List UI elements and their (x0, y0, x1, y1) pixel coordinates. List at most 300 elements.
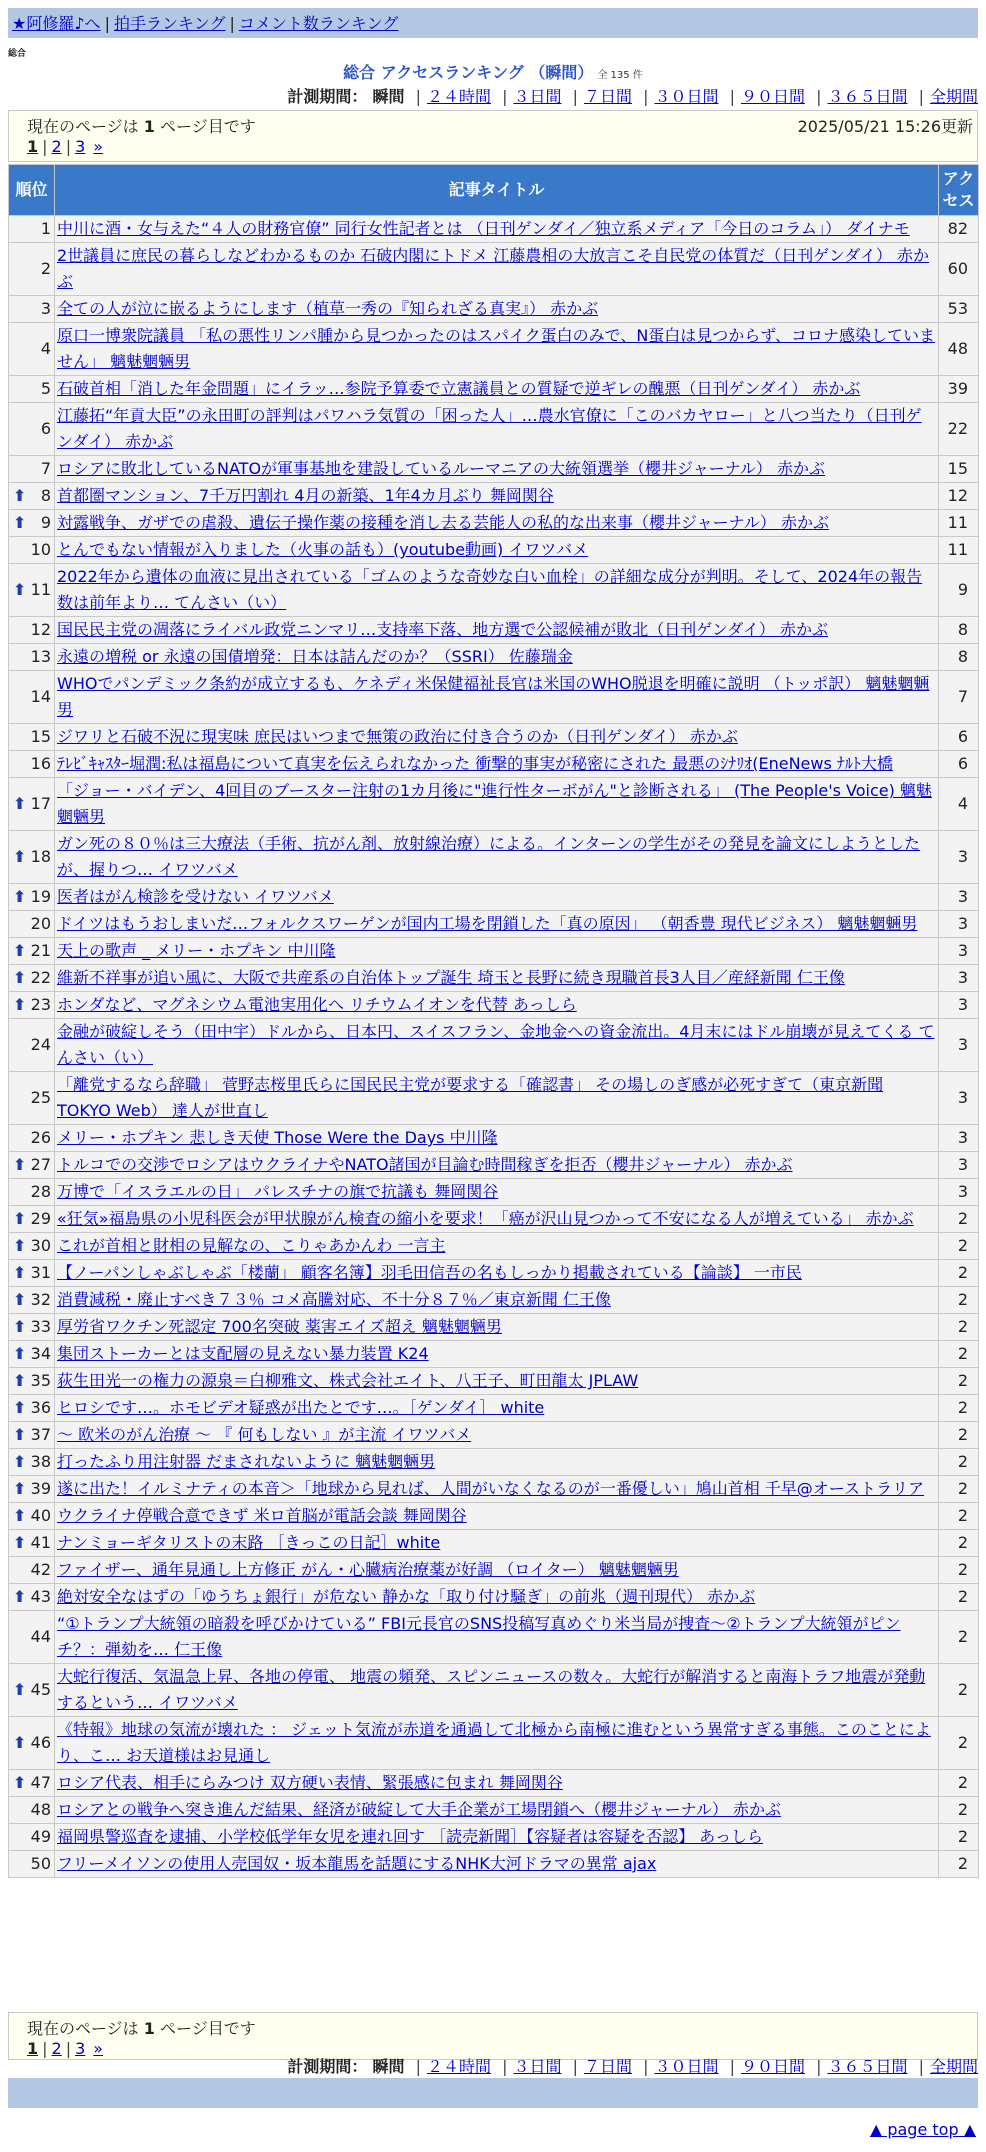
page-title-block (0, 60, 986, 83)
access-count: 3 (939, 884, 979, 911)
rank-cell (9, 1530, 55, 1557)
table-row (9, 1797, 979, 1824)
table-row (9, 1611, 979, 1664)
table-row (9, 456, 979, 483)
access-count: 2 (939, 1797, 979, 1824)
rank-up-arrow-icon: ⬆ (13, 1479, 27, 1498)
access-count: 2 (939, 1260, 979, 1287)
access-count: 2 (939, 1530, 979, 1557)
table-row (9, 778, 979, 831)
period-separator: | (816, 87, 822, 106)
rank-up-arrow-icon: ⬆ (13, 941, 27, 960)
rank-cell (9, 1611, 55, 1664)
article-title-link[interactable]: ロシア代表、相手にらみつけ 双方硬い表情、緊張感に包まれ 舞岡関谷 (57, 1773, 563, 1792)
table-row (9, 884, 979, 911)
rank-number: 40 (30, 1506, 51, 1525)
rank-number: 29 (30, 1209, 51, 1228)
rank-cell (9, 1584, 55, 1611)
rank-cell (9, 671, 55, 724)
header-rank: 順位 (9, 165, 55, 216)
table-row (9, 537, 979, 564)
rank-cell (9, 323, 55, 376)
table-row (9, 376, 979, 403)
table-row (9, 1341, 979, 1368)
rank-cell (9, 1072, 55, 1125)
table-row (9, 831, 979, 884)
access-count: 2 (939, 1233, 979, 1260)
article-title-link[interactable]: 全ての人が泣に嵌るようにします（植草一秀の『知られざる真実』） 赤かぶ (57, 299, 599, 318)
access-count: 39 (939, 376, 979, 403)
title-cell (55, 1395, 939, 1422)
access-count: 22 (939, 403, 979, 456)
article-title-link[interactable]: トルコでの交渉でロシアはウクライナやNATO諸国が目論む時間稼ぎを拒否（櫻井ジャーナル） 赤かぶ (57, 1155, 793, 1174)
article-title-link[interactable]: 荻生田光一の権力の源泉＝白柳雅文、株式会社エイト、八王子、町田龍太 JPLAW (57, 1371, 639, 1390)
rank-cell (9, 1260, 55, 1287)
rank-number: 32 (30, 1290, 51, 1309)
period-link-24h[interactable]: ２４時間 (426, 2057, 491, 2076)
period-link-30d[interactable]: ３０日間 (654, 2057, 719, 2076)
article-title-link[interactable]: 「離党するなら辞職」 菅野志桜里氏らに国民民主党が要求する「確認書」 その場しのぎ感が必死すぎて（東京新聞 TOKYO Web） 達人が世直し (57, 1075, 884, 1120)
access-count: 7 (939, 671, 979, 724)
table-row (9, 296, 979, 323)
nav-link-comment-ranking[interactable]: コメント数ランキング (238, 14, 399, 33)
access-count: 2 (939, 1584, 979, 1611)
article-title-link[interactable]: ナンミョーギタリストの末路 ［きっこの日記］white (57, 1533, 441, 1552)
access-count: 2 (939, 1717, 979, 1770)
rank-number: 11 (30, 580, 51, 599)
rank-number: 20 (30, 914, 51, 933)
ranking-table (8, 164, 979, 1878)
article-title-link[interactable]: 《特報》地球の気流が壊れた ： ジェット気流が赤道を通過して北極から南極に進むという異常すぎる事態。このことにより、こ… お天道様はお見通し (57, 1720, 931, 1765)
rank-cell (9, 564, 55, 617)
table-row (9, 1584, 979, 1611)
access-count: 2 (939, 1770, 979, 1797)
rank-up-arrow-icon: ⬆ (13, 1371, 27, 1390)
period-separator: | (572, 2057, 578, 2076)
title-cell (55, 1368, 939, 1395)
title-cell (55, 1422, 939, 1449)
rank-cell (9, 1851, 55, 1878)
rank-up-arrow-icon: ⬆ (13, 1773, 27, 1792)
period-separator: | (643, 2057, 649, 2076)
rank-number: 36 (30, 1398, 51, 1417)
period-link-7d[interactable]: ７日間 (583, 87, 632, 106)
period-link-7d[interactable]: ７日間 (583, 2057, 632, 2076)
title-cell (55, 831, 939, 884)
table-row (9, 1125, 979, 1152)
access-count: 9 (939, 564, 979, 617)
access-count: 6 (939, 751, 979, 778)
period-selector-bottom (287, 2054, 978, 2077)
period-separator: | (572, 87, 578, 106)
page-indicator (27, 2016, 256, 2039)
period-link-all[interactable]: 全期間 (929, 87, 978, 106)
period-link-30d[interactable]: ３０日間 (654, 87, 719, 106)
access-count: 2 (939, 1287, 979, 1314)
table-row (9, 1770, 979, 1797)
ranking-body (9, 216, 979, 1878)
title-cell (55, 1584, 939, 1611)
access-count: 2 (939, 1341, 979, 1368)
period-selector-top (287, 84, 978, 107)
rank-cell (9, 216, 55, 243)
article-title-link[interactable]: ロシアに敗北しているNATOが軍事基地を建設しているルーマニアの大統領選挙（櫻井ジャーナル） 赤かぶ (57, 459, 826, 478)
period-link-3d[interactable]: ３日間 (513, 2057, 562, 2076)
table-row (9, 483, 979, 510)
access-count: 3 (939, 965, 979, 992)
article-title-link[interactable]: 集団ストーカーとは支配層の見えない暴力装置 K24 (57, 1344, 429, 1363)
period-separator: | (643, 87, 649, 106)
article-title-link[interactable]: 対露戦争、ガザでの虐殺、遺伝子操作薬の接種を消し去る芸能人の私的な出来事（櫻井ジャーナル） 赤かぶ (57, 513, 829, 532)
rank-number: 1 (40, 219, 51, 238)
title-cell (55, 1449, 939, 1476)
rank-cell (9, 510, 55, 537)
article-title-link[interactable]: ウクライナ停戦合意できず 米ロ首脳が電話会談 舞岡関谷 (57, 1506, 467, 1525)
title-cell (55, 216, 939, 243)
page-link-3[interactable]: 3 (75, 137, 86, 156)
table-header-row (9, 165, 979, 216)
page-link-next[interactable]: » (93, 2039, 104, 2058)
rank-number: 44 (30, 1627, 51, 1646)
access-count: 2 (939, 1664, 979, 1717)
access-count: 2 (939, 1395, 979, 1422)
title-cell (55, 1611, 939, 1664)
article-title-link[interactable]: 江藤拓“年貢大臣”の永田町の評判はパワハラ気質の「困った人」…農水官僚に「このバカヤロー」と八つ当たり（日刊ゲンダイ） 赤かぶ (57, 406, 922, 451)
rank-cell (9, 938, 55, 965)
title-cell (55, 938, 939, 965)
article-title-link[interactable]: 金融が破綻しそう（田中宇）ドルから、日本円、スイスフラン、金地金への資金流出。4月末にはドル崩壊が見えてくる てんさい（い） (57, 1022, 935, 1067)
period-separator: | (816, 2057, 822, 2076)
access-count: 11 (939, 510, 979, 537)
title-cell (55, 1314, 939, 1341)
article-title-link[interactable]: 首都圏マンション、7千万円割れ 4月の新築、1年4カ月ぶり 舞岡関谷 (57, 486, 554, 505)
rank-number: 42 (30, 1560, 51, 1579)
article-title-link[interactable]: ホンダなど、マグネシウム電池実用化へ リチウムイオンを代替 あっしら (57, 995, 577, 1014)
article-title-link[interactable]: 消費減税・廃止すべき７３％ コメ高騰対応、不十分８７％／東京新聞 仁王像 (57, 1290, 611, 1309)
rank-cell (9, 1770, 55, 1797)
rank-cell (9, 1449, 55, 1476)
period-current: 瞬間 (372, 87, 405, 106)
article-title-link[interactable]: 福岡県警巡査を逮捕、小学校低学年女児を連れ回す ［読売新聞］【容疑者は容疑を否認】 あっしら (57, 1827, 764, 1846)
rank-cell (9, 778, 55, 831)
article-title-link[interactable]: ～ 欧米のがん治療 ～ 『 何もしない 』が主流 イワツバメ (57, 1425, 472, 1444)
title-cell (55, 403, 939, 456)
period-label: 計測期間： (287, 87, 368, 106)
table-row (9, 1072, 979, 1125)
rank-cell (9, 1824, 55, 1851)
article-title-link[interactable]: 天上の歌声 _ メリー・ホプキン 中川隆 (57, 941, 336, 960)
period-link-365d[interactable]: ３６５日間 (827, 87, 908, 106)
rank-cell (9, 1233, 55, 1260)
access-count: 11 (939, 537, 979, 564)
access-count: 3 (939, 1179, 979, 1206)
article-title-link[interactable]: とんでもない情報が入りました（火事の話も）(youtube動画) イワツバメ (57, 540, 589, 559)
title-cell (55, 671, 939, 724)
top-nav-bar (8, 8, 978, 38)
rank-number: 6 (40, 419, 51, 438)
article-title-link[interactable]: 国民民主党の凋落にライバル政党ニンマリ…支持率下落、地方選で公認候補が敗北（日刊ゲンダイ） 赤かぶ (57, 620, 829, 639)
period-link-90d[interactable]: ９０日間 (740, 2057, 805, 2076)
article-title-link[interactable]: 絶対安全なはずの「ゆうちょ銀行」が危ない 静かな「取り付け騒ぎ」の前兆（週刊現代） 赤かぶ (57, 1587, 756, 1606)
title-cell (55, 537, 939, 564)
page-indicator-suffix: ページ目です (160, 2019, 256, 2038)
rank-up-arrow-icon: ⬆ (13, 1317, 27, 1336)
title-cell (55, 1260, 939, 1287)
rank-cell (9, 1664, 55, 1717)
period-current: 瞬間 (372, 2057, 405, 2076)
rank-cell (9, 1152, 55, 1179)
title-cell (55, 1797, 939, 1824)
article-title-link[interactable]: 遂に出た！イルミナティの本音＞「地球から見れば、人間がいなくなるのが一番優しい」鳩山首相 千早@オーストラリア (57, 1479, 925, 1498)
title-cell (55, 323, 939, 376)
title-cell (55, 1503, 939, 1530)
article-title-link[interactable]: ガン死の８０％は三大療法（手術、抗がん剤、放射線治療）による。インターンの学生がその発見を論文にしようとしたが、握りつ… イワツバメ (57, 834, 921, 879)
rank-number: 23 (30, 995, 51, 1014)
title-cell (55, 1557, 939, 1584)
rank-number: 26 (30, 1128, 51, 1147)
article-title-link[interactable]: 永遠の増税 or 永遠の国債増発：日本は詰んだのか？（SSRI） 佐藤瑞金 (57, 647, 573, 666)
rank-up-arrow-icon: ⬆ (13, 794, 27, 813)
rank-up-arrow-icon: ⬆ (13, 1209, 27, 1228)
access-count: 2 (939, 1206, 979, 1233)
article-title-link[interactable]: “①トランプ大統領の暗殺を呼びかけている” FBI元長官のSNS投稿写真めぐり米当局が捜査～②トランプ大統領がピンチ？：弾劾を… 仁王像 (57, 1614, 901, 1659)
article-title-link[interactable]: これが首相と財相の見解なの、こりゃあかんわ 一言主 (57, 1236, 446, 1255)
access-count: 53 (939, 296, 979, 323)
rank-up-arrow-icon: ⬆ (13, 1425, 27, 1444)
rank-number: 31 (30, 1263, 51, 1282)
title-cell (55, 564, 939, 617)
article-title-link[interactable]: ジワリと石破不況に現実味 庶民はいつまで無策の政治に付き合うのか（日刊ゲンダイ） 赤かぶ (57, 727, 738, 746)
rank-cell (9, 831, 55, 884)
page-title: 総合 アクセスランキング （瞬間） (343, 63, 594, 82)
article-title-link[interactable]: 【ノーパンしゃぶしゃぶ「楼蘭」 顧客名簿】羽毛田信吾の名もしっかり掲載されている【論談】 一市民 (57, 1263, 802, 1282)
title-cell (55, 911, 939, 938)
rank-up-arrow-icon: ⬆ (13, 1452, 27, 1471)
rank-up-arrow-icon: ⬆ (13, 847, 27, 866)
update-timestamp: 2025/05/21 15:26更新 (797, 117, 973, 136)
period-separator: | (729, 87, 735, 106)
nav-link-clap-ranking[interactable]: 拍手ランキング (113, 14, 226, 33)
rank-up-arrow-icon: ⬆ (13, 486, 27, 505)
rank-number: 10 (30, 540, 51, 559)
access-count: 2 (939, 1824, 979, 1851)
title-cell (55, 1851, 939, 1878)
rank-number: 14 (30, 687, 51, 706)
rank-number: 7 (40, 459, 51, 478)
header-title: 記事タイトル (55, 165, 939, 216)
table-row (9, 1287, 979, 1314)
access-count: 82 (939, 216, 979, 243)
title-cell (55, 724, 939, 751)
table-row (9, 1019, 979, 1072)
page-separator: | (42, 2039, 48, 2058)
rank-up-arrow-icon: ⬆ (13, 1733, 27, 1752)
page-link-2[interactable]: 2 (51, 137, 62, 156)
access-count: 2 (939, 1449, 979, 1476)
rank-cell (9, 403, 55, 456)
period-link-365d[interactable]: ３６５日間 (827, 2057, 908, 2076)
rank-up-arrow-icon: ⬆ (13, 1398, 27, 1417)
access-count: 3 (939, 938, 979, 965)
article-title-link[interactable]: 厚労省ワクチン死認定 700名突破 薬害エイズ超え 魑魅魍魎男 (57, 1317, 502, 1336)
title-cell (55, 1717, 939, 1770)
article-title-link[interactable]: 「ジョー・バイデン、4回目のブースター注射の1カ月後に"進行性ターボがん"と診断される」 (The People's Voice) 魑魅魍魎男 (57, 781, 932, 826)
title-cell (55, 1072, 939, 1125)
page-top-link[interactable]: ▲ page top ▲ (869, 2120, 976, 2139)
rank-cell (9, 483, 55, 510)
article-title-link[interactable]: 万博で「イスラエルの日」 パレスチナの旗で抗議も 舞岡関谷 (57, 1182, 499, 1201)
rank-number: 49 (30, 1827, 51, 1846)
rank-cell (9, 456, 55, 483)
access-count: 2 (939, 1476, 979, 1503)
table-row (9, 1503, 979, 1530)
rank-number: 21 (30, 941, 51, 960)
rank-up-arrow-icon: ⬆ (13, 887, 27, 906)
article-title-link[interactable]: 医者はがん検診を受けない イワツバメ (57, 887, 334, 906)
rank-number: 50 (30, 1854, 51, 1873)
article-title-link[interactable]: フリーメイソンの使用人売国奴・坂本龍馬を話題にするNHK大河ドラマの異常 ajax (57, 1854, 657, 1873)
rank-cell (9, 243, 55, 296)
period-link-3d[interactable]: ３日間 (513, 87, 562, 106)
table-row (9, 1530, 979, 1557)
rank-cell (9, 1287, 55, 1314)
period-label: 計測期間： (287, 2057, 368, 2076)
page-indicator-suffix: ページ目です (160, 117, 256, 136)
access-count: 3 (939, 1152, 979, 1179)
title-cell (55, 1476, 939, 1503)
table-row (9, 564, 979, 617)
rank-number: 47 (30, 1773, 51, 1792)
rank-cell (9, 965, 55, 992)
title-cell (55, 1179, 939, 1206)
access-count: 3 (939, 831, 979, 884)
access-count: 2 (939, 1503, 979, 1530)
table-row (9, 403, 979, 456)
access-count: 3 (939, 911, 979, 938)
table-row (9, 992, 979, 1019)
rank-number: 19 (30, 887, 51, 906)
table-row (9, 965, 979, 992)
article-title-link[interactable]: 打ったふり用注射器 だまされないように 魑魅魍魎男 (57, 1452, 436, 1471)
table-row (9, 644, 979, 671)
rank-number: 37 (30, 1425, 51, 1444)
rank-up-arrow-icon: ⬆ (13, 995, 27, 1014)
article-title-link[interactable]: 大蛇行復活、気温急上昇、各地の停電、 地震の頻発、スピンニュースの数々。大蛇行が解消すると南海トラフ地震が発動するという… イワツバメ (57, 1667, 926, 1712)
table-row (9, 1260, 979, 1287)
table-row (9, 1179, 979, 1206)
rank-up-arrow-icon: ⬆ (13, 968, 27, 987)
rank-number: 34 (30, 1344, 51, 1363)
page-link-2[interactable]: 2 (51, 2039, 62, 2058)
article-title-link[interactable]: ファイザー、通年見通し上方修正 がん・心臓病治療薬が好調 （ロイター） 魑魅魍魎男 (57, 1560, 679, 1579)
table-row (9, 1824, 979, 1851)
title-cell (55, 483, 939, 510)
article-title-link[interactable]: 原口一博衆院議員 「私の悪性リンパ腫から見つかったのはスパイク蛋白のみで、N蛋白は見つからず、コロナ感染していません」 魑魅魍魎男 (57, 326, 936, 371)
title-cell (55, 456, 939, 483)
period-link-24h[interactable]: ２４時間 (426, 87, 491, 106)
rank-cell (9, 1341, 55, 1368)
access-count: 3 (939, 992, 979, 1019)
rank-number: 28 (30, 1182, 51, 1201)
article-title-link[interactable]: ロシアとの戦争へ突き進んだ結果、経済が破綻して大手企業が工場閉鎖へ（櫻井ジャーナル） 赤かぶ (57, 1800, 781, 1819)
title-cell (55, 1287, 939, 1314)
title-cell (55, 243, 939, 296)
title-cell (55, 1770, 939, 1797)
title-cell (55, 376, 939, 403)
title-cell (55, 1206, 939, 1233)
rank-up-arrow-icon: ⬆ (13, 1236, 27, 1255)
table-row (9, 1851, 979, 1878)
page-separator: | (65, 137, 72, 156)
table-row (9, 724, 979, 751)
table-row (9, 323, 979, 376)
article-title-link[interactable]: 2022年から遺体の血液に見出されている「ゴムのような奇妙な白い血栓」の詳細な成分が判明。そして、2024年の報告数は前年より… てんさい（い） (57, 567, 923, 612)
access-count: 12 (939, 483, 979, 510)
table-row (9, 1449, 979, 1476)
article-title-link[interactable]: ドイツはもうおしまいだ…フォルクスワーゲンが国内工場を閉鎖した「真の原因」 （朝香豊 現代ビジネス） 魑魅魍魎男 (57, 914, 918, 933)
article-title-link[interactable]: 2世議員に庶民の暮らしなどわかるものか 石破内閣にトドメ 江藤農相の大放言こそ自民党の体質だ（日刊ゲンダイ） 赤かぶ (57, 246, 929, 291)
rank-up-arrow-icon: ⬆ (13, 1290, 27, 1309)
rank-up-arrow-icon: ⬆ (13, 1587, 27, 1606)
nav-link-asyura[interactable]: ★阿修羅♪へ (12, 14, 101, 33)
title-cell (55, 751, 939, 778)
article-title-link[interactable]: «狂気»福島県の小児科医会が甲状腺がん検査の縮小を要求！「癌が沢山見つかって不安になる人が増えている」 赤かぶ (57, 1209, 914, 1228)
title-cell (55, 1125, 939, 1152)
table-row (9, 1664, 979, 1717)
rank-up-arrow-icon: ⬆ (13, 1263, 27, 1282)
rank-cell (9, 1422, 55, 1449)
rank-up-arrow-icon: ⬆ (13, 513, 27, 532)
access-count: 2 (939, 1368, 979, 1395)
page-link-next[interactable]: » (93, 137, 104, 156)
table-row (9, 1395, 979, 1422)
rank-cell (9, 1797, 55, 1824)
page-link-3[interactable]: 3 (75, 2039, 86, 2058)
rank-number: 12 (30, 620, 51, 639)
period-separator: | (415, 87, 421, 106)
table-row (9, 1152, 979, 1179)
rank-cell (9, 1395, 55, 1422)
period-separator: | (918, 2057, 924, 2076)
period-link-90d[interactable]: ９０日間 (740, 87, 805, 106)
article-title-link[interactable]: WHOでパンデミック条約が成立するも、ケネディ米保健福祉長官は米国のWHO脱退を明確に説明 （トッポ訳） 魑魅魍魎男 (57, 674, 930, 719)
access-count: 2 (939, 1422, 979, 1449)
period-link-all[interactable]: 全期間 (929, 2057, 978, 2076)
title-cell (55, 1530, 939, 1557)
article-title-link[interactable]: 石破首相「消した年金問題」にイラッ…参院予算委で立憲議員との質疑で逆ギレの醜悪（日刊ゲンダイ） 赤かぶ (57, 379, 861, 398)
rank-cell (9, 1179, 55, 1206)
access-count: 60 (939, 243, 979, 296)
article-title-link[interactable]: 中川に酒・女与えた“４人の財務官僚” 同行女性記者とは （日刊ゲンダイ／独立系メディア「今日のコラム」） ダイナモ (57, 219, 910, 238)
rank-number: 13 (30, 647, 51, 666)
nav-separator: | (229, 14, 235, 33)
rank-cell (9, 537, 55, 564)
rank-up-arrow-icon: ⬆ (13, 1680, 27, 1699)
rank-number: 27 (30, 1155, 51, 1174)
article-title-link[interactable]: 維新不祥事が追い風に、大阪で共産系の自治体トップ誕生 埼玉と長野に続き現職首長3人目／産経新聞 仁王像 (57, 968, 845, 987)
rank-number: 35 (30, 1371, 51, 1390)
article-title-link[interactable]: ﾃﾚﾋﾞｷｬｽﾀｰ堀潤:私は福島について真実を伝えられなかった 衝撃的事実が秘密にされた 最悪のｼﾅﾘｵ(EneNews ﾅﾙﾄ大橋 (57, 754, 893, 773)
rank-number: 4 (40, 339, 51, 358)
rank-up-arrow-icon: ⬆ (13, 1155, 27, 1174)
rank-number: 22 (30, 968, 51, 987)
rank-up-arrow-icon: ⬆ (13, 580, 27, 599)
rank-number: 30 (30, 1236, 51, 1255)
table-row (9, 1422, 979, 1449)
access-count: 48 (939, 323, 979, 376)
article-title-link[interactable]: ヒロシです…。ホモビデオ疑惑が出たとです…。［ゲンダイ］ white (57, 1398, 545, 1417)
article-title-link[interactable]: メリー・ホプキン 悲しき天使 Those Were the Days 中川隆 (57, 1128, 498, 1147)
